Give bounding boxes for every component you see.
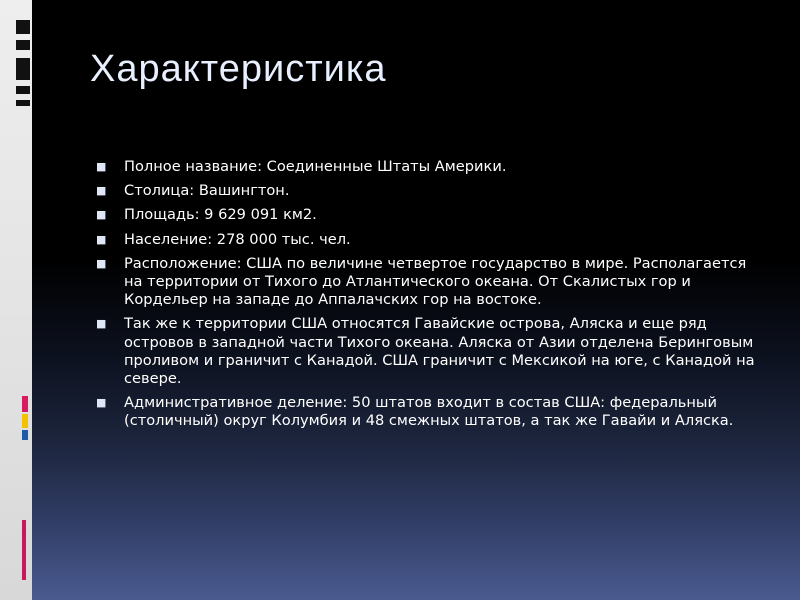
side-decoration-lines [16, 0, 30, 600]
bullet-list [96, 158, 756, 437]
accent-blue [22, 430, 28, 440]
list-item [96, 315, 756, 388]
list-item [96, 394, 756, 430]
bullet-square-icon: ■ [96, 208, 107, 222]
side-line [16, 40, 30, 50]
list-item [96, 182, 756, 200]
list-item-text: Так же к территории США относятся Гавайские острова, Аляска и еще ряд островов в западной части Тихого океана. Аляска от Азии отделена Беринговым проливом и граничит с Канадой. США граничит с Мексикой на юге, с Канадой на севере. [124, 315, 755, 388]
list-item-text: Население: 278 000 тыс. чел. [124, 230, 351, 248]
slide-title: Характеристика [90, 48, 387, 90]
list-item [96, 255, 756, 310]
side-line [16, 58, 30, 80]
accent-pink-lower [22, 520, 26, 580]
side-line [16, 20, 30, 34]
bullet-square-icon: ■ [96, 160, 107, 173]
list-item-text: Полное название: Соединенные Штаты Америки. [124, 158, 507, 175]
bullet-square-icon: ■ [96, 317, 107, 331]
list-item [96, 206, 756, 224]
list-item-text: Площадь: 9 629 091 км2. [124, 206, 317, 224]
accent-yellow [22, 414, 28, 428]
accent-pink [22, 396, 28, 412]
list-item-text: Расположение: США по величине четвертое государство в мире. Располагается на территории от Тихого до Атлантического океана. От Скалистых гор и Кордельер на западе до Аппалачских гор на востоке. [124, 254, 747, 309]
bullet-square-icon: ■ [96, 184, 107, 198]
list-item-text: Столица: Вашингтон. [124, 182, 290, 200]
bullet-square-icon: ■ [96, 396, 107, 410]
list-item [96, 158, 756, 176]
list-item-text: Административное деление: 50 штатов входит в состав США: федеральный (столичный) округ Колумбия и 48 смежных штатов, а так же Гавайи и Аляска. [124, 394, 734, 430]
bullet-square-icon: ■ [96, 232, 107, 246]
bullet-square-icon: ■ [96, 256, 107, 270]
list-item [96, 231, 756, 249]
side-line [16, 100, 30, 106]
side-line [16, 86, 30, 94]
